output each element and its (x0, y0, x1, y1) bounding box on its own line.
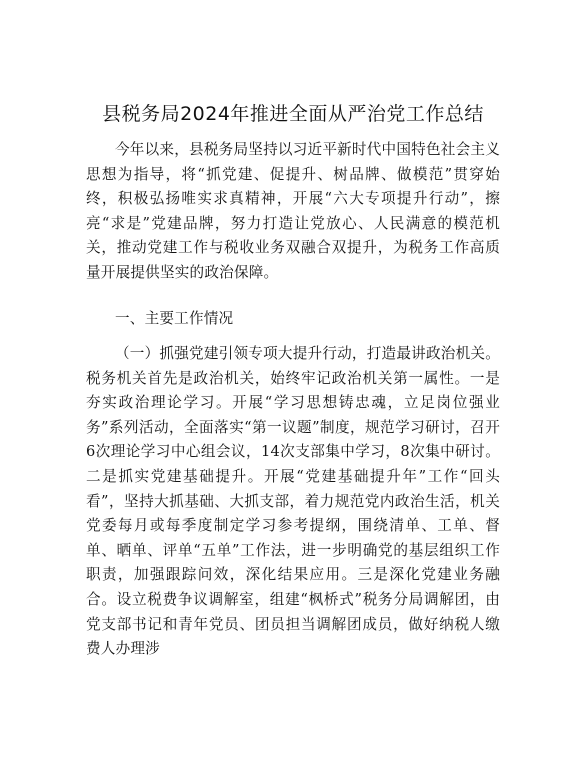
section-heading: 一、主要工作情况 (115, 310, 234, 327)
body-paragraph: （一）抓强党建引领专项大提升行动，打造最讲政治机关。税务机关首先是政治机关，始终牢记政治机关第一属性。一是夯实政治理论学习。开展“学习思想铸忠魂，立足岗位强业务”系列活动，全面落实“第一议题”制度，规范学习研讨，召开6次理论学习中心组会议，14次支部集中学习，8次集中研讨。二是抓实党建基础提升。开展“党建基础提升年”工作“回头看”，坚持大抓基础、大抓支部，着力规范党内政治生活，机关党委每月或每季度制定学习参考提纲，围绕清单、工单、督单、晒单、评单“五单”工作法，进一步明确党的基层组织工作职责，加强跟踪问效，深化结果应用。三是深化党建业务融合。设立税费争议调解室，组建“枫桥式”税务分局调解团，由党支部书记和青年党员、团员担当调解团成员，做好纳税人缴费人办理涉 (86, 345, 500, 658)
document-title: 县税务局2024年推进全面从严治党工作总结 (102, 103, 484, 125)
intro-paragraph: 今年以来，县税务局坚持以习近平新时代中国特色社会主义思想为指导，将“抓党建、促提升、树品牌、做模范”贯穿始终，积极弘扬唯实求真精神，开展“六大专项提升行动”，擦亮“求是”党建品牌，努力打造让党放心、人民满意的模范机关，推动党建工作与税收业务双融合双提升，为税务工作高质量开展提供坚实的政治保障。 (86, 141, 500, 281)
